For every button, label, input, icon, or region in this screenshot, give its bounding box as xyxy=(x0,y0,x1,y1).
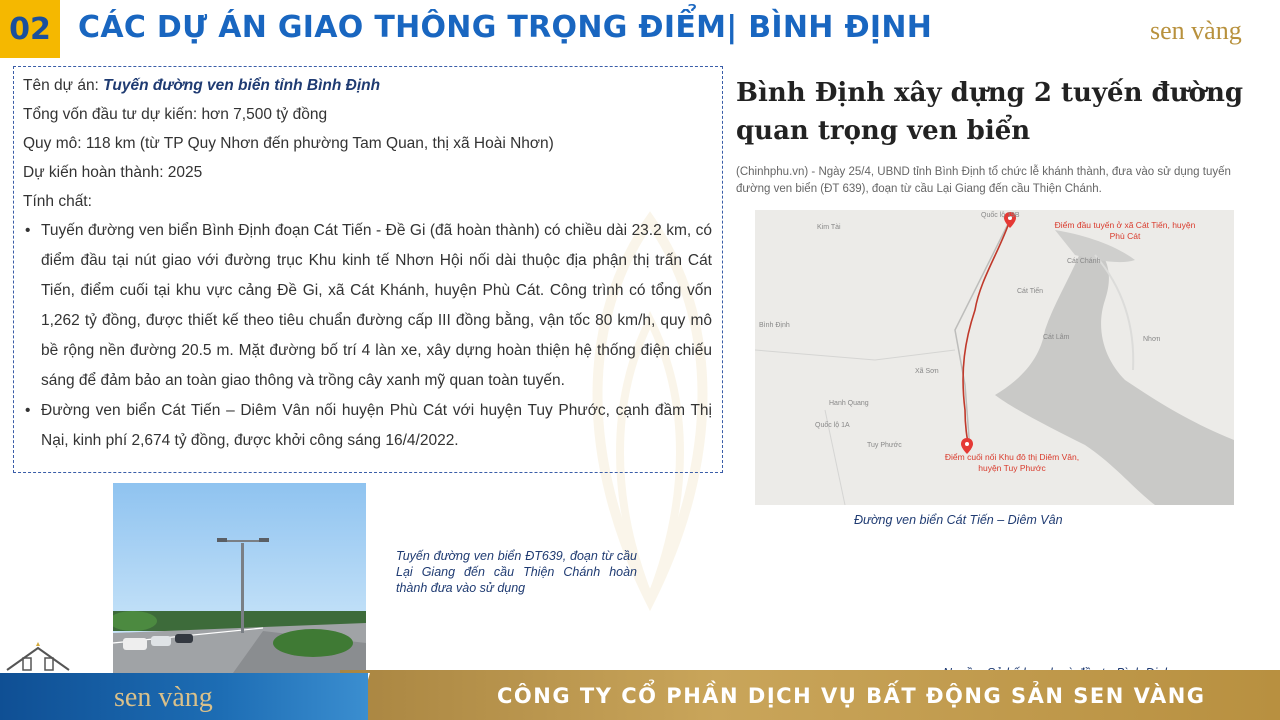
map-place-label: Cát Tiến xyxy=(1017,288,1044,295)
map-place-label: Cát Lâm xyxy=(1043,334,1070,341)
map-place-label: Quốc lộ 19B xyxy=(981,212,1020,219)
footer-bar xyxy=(0,670,1280,720)
list-item xyxy=(23,216,712,396)
map-place-label: Quốc lộ 1A xyxy=(815,422,850,429)
project-name-label: Tên dự án: xyxy=(23,77,104,94)
photo-caption: Tuyến đường ven biển ĐT639, đoạn từ cầu Lại Giang đến cầu Thiện Chánh hoàn thành đưa vào sử dụng xyxy=(396,549,637,595)
list-item xyxy=(23,396,712,456)
footer-company-name: CÔNG TY CỔ PHẦN DỊCH VỤ BẤT ĐỘNG SẢN SEN VÀNG xyxy=(497,684,1206,708)
bullet-icon: • xyxy=(25,402,31,419)
bullet-text: Tuyến đường ven biển Bình Định đoạn Cát Tiến - Đề Gi (đã hoàn thành) có chiều dài 23.2 km, có điểm đầu tại nút giao với đường trục Khu kinh tế Nhơn Hội nối dài thuộc địa phận thị trấn Cát Tiến, điểm cuối tại khu vực cảng Đề Gi, xã Cát Khánh, huyện Phù Cát. Công trình có tổng vốn 1,262 tỷ đồng, được thiết kế theo tiêu chuẩn đường cấp III đồng bằng, vận tốc 80 km/h, quy mô bề rộng nền đường 20.5 m. Mặt đường bố trí 4 làn xe, xây dựng hoàn thiện hệ thống điện chiếu sáng để đảm bảo an toàn giao thông và trồng cây xanh mỹ quan toàn tuyến. xyxy=(41,222,712,389)
road-photo xyxy=(113,483,366,673)
map-place-label: Cát Chánh xyxy=(1067,258,1101,265)
map-start-label: Điểm đầu tuyến ở xã Cát Tiến, huyện Phù Cát xyxy=(1054,220,1196,241)
project-completion: Dự kiến hoàn thành: 2025 xyxy=(23,164,203,181)
map-place-label: Kim Tài xyxy=(817,224,841,231)
brand-logo xyxy=(1148,4,1274,48)
project-bullet-list xyxy=(23,216,712,456)
article-lead: (Chinhphu.vn) - Ngày 25/4, UBND tỉnh Bình Định tổ chức lễ khánh thành, đưa vào sử dụng tuyến đường ven biển (ĐT 639), đoạn từ cầu Lại Giang đến cầu Thiện Chánh. xyxy=(736,166,1231,195)
road-photo-graphic xyxy=(113,483,366,673)
footer-brand-logo: sen vàng xyxy=(114,682,213,713)
brand-logo-text: sen vàng xyxy=(1150,16,1242,45)
news-article xyxy=(736,74,1246,198)
map-caption: Đường ven biển Cát Tiến – Diêm Vân xyxy=(854,513,1063,527)
bullet-text: Đường ven biển Cát Tiến – Diêm Vân nối huyện Phù Cát với huyện Tuy Phước, cạnh đầm Thị Nại, kinh phí 2,674 tỷ đồng, được khởi công sáng 16/4/2022. xyxy=(41,402,712,449)
project-nature-label: Tính chất: xyxy=(23,193,92,210)
map-place-label: Hanh Quang xyxy=(829,400,869,407)
section-number-badge xyxy=(0,0,60,58)
map-end-label: Điểm cuối nối Khu đô thị Diêm Vân, huyện Tuy Phước xyxy=(944,452,1080,473)
project-scale: Quy mô: 118 km (từ TP Quy Nhơn đến phường Tam Quan, thị xã Hoài Nhơn) xyxy=(23,135,554,152)
project-name-line xyxy=(23,71,712,100)
route-map xyxy=(755,210,1234,505)
map-place-label: Tuy Phước xyxy=(867,442,902,449)
map-place-label: Xã Sơn xyxy=(915,368,939,375)
project-capital: Tổng vốn đầu tư dự kiến: hơn 7,500 tỷ đồng xyxy=(23,106,328,123)
project-info-box xyxy=(13,66,723,473)
map-place-label: Nhơn xyxy=(1143,336,1161,343)
article-headline: Bình Định xây dựng 2 tuyến đường quan trọng ven biển xyxy=(736,78,1244,146)
project-name-value: Tuyến đường ven biển tỉnh Bình Định xyxy=(103,77,381,94)
bullet-icon: • xyxy=(25,222,31,239)
page-title: CÁC DỰ ÁN GIAO THÔNG TRỌNG ĐIỂM| BÌNH ĐỊNH xyxy=(78,10,933,45)
map-place-label: Bình Định xyxy=(759,322,790,329)
building-logo-icon xyxy=(5,640,71,672)
section-number: 02 xyxy=(9,11,51,47)
